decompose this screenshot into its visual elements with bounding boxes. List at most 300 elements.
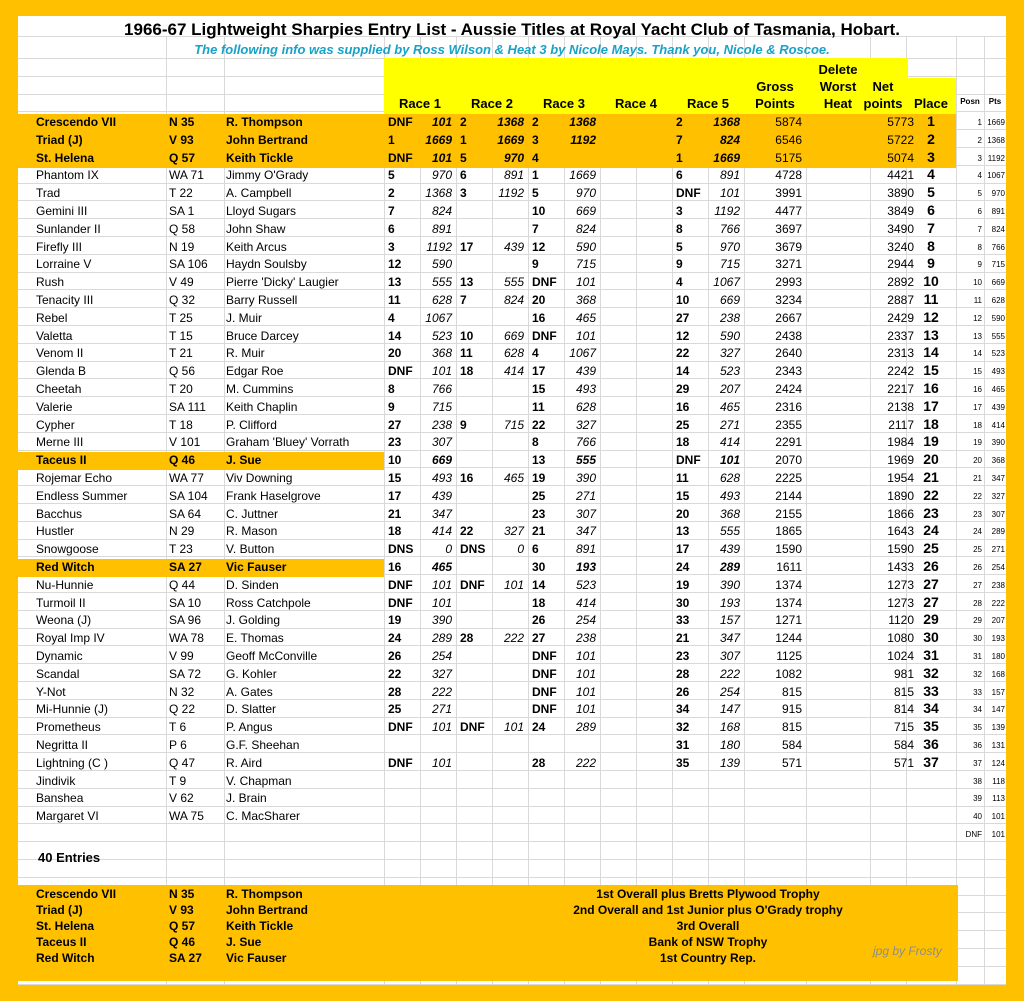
gross-points: 2343 — [775, 364, 802, 378]
header-race3: Race 3 — [543, 96, 585, 111]
race-1-position: 16 — [388, 560, 402, 574]
gross-points: 1271 — [775, 613, 802, 627]
race-3-points: 307 — [575, 507, 596, 521]
race-1-position: 11 — [388, 293, 401, 307]
race-3-position: 9 — [532, 257, 539, 271]
race-1-position: 23 — [388, 435, 402, 449]
sail-number: V 93 — [169, 133, 194, 147]
race-2-position: DNF — [460, 578, 485, 592]
race-1-position: 7 — [388, 204, 395, 218]
posn-value: 29 — [973, 616, 982, 625]
skipper-name: John Shaw — [226, 222, 286, 236]
race-1-position: 20 — [388, 346, 402, 360]
race-1-points: 628 — [431, 293, 452, 307]
posn-value: 24 — [973, 527, 982, 536]
pts-value: 590 — [991, 314, 1005, 323]
race-3-position: 12 — [532, 240, 546, 254]
sail-number: Q 46 — [169, 453, 196, 467]
race-5-points: 307 — [719, 649, 740, 663]
race-5-position: 34 — [676, 702, 690, 716]
race-3-position: 10 — [532, 204, 546, 218]
boat-name: Firefly III — [36, 240, 83, 254]
race-1-points: 254 — [431, 649, 452, 663]
race-1-position: 6 — [388, 222, 395, 236]
net-points: 2117 — [888, 418, 914, 432]
skipper-name: P. Clifford — [226, 418, 277, 432]
race-5-points: 390 — [719, 578, 740, 592]
boat-name: Royal Imp IV — [36, 631, 105, 645]
race-5-position: 20 — [676, 507, 690, 521]
race-3-position: 8 — [532, 435, 539, 449]
gross-points: 2155 — [775, 507, 802, 521]
race-3-points: 390 — [575, 471, 596, 485]
skipper-name: E. Thomas — [226, 631, 284, 645]
skipper-name: R. Thompson — [226, 115, 303, 129]
race-1-points: 523 — [431, 329, 452, 343]
posn-value: 38 — [973, 777, 982, 786]
place-value: 29 — [923, 611, 939, 627]
results-sheet — [18, 16, 1006, 985]
gross-points: 6546 — [775, 133, 802, 147]
header-net: Net points — [863, 79, 903, 111]
race-5-points: 1669 — [713, 151, 740, 165]
pts-value: 238 — [991, 581, 1005, 590]
race-3-points: 289 — [575, 720, 596, 734]
race-3-points: 824 — [575, 222, 596, 236]
race-2-points: 1368 — [497, 115, 524, 129]
posn-value: 21 — [973, 474, 982, 483]
gross-points: 1082 — [775, 667, 802, 681]
boat-name: Venom II — [36, 346, 84, 360]
place-value: 9 — [927, 255, 935, 271]
boat-name: Prometheus — [36, 720, 101, 734]
gross-points: 2438 — [775, 329, 802, 343]
pts-value: 1192 — [987, 154, 1005, 163]
posn-value: 8 — [977, 243, 982, 252]
gross-points: 2424 — [775, 382, 802, 396]
race-2-position: 1 — [460, 133, 467, 147]
skipper-name: Jimmy O'Grady — [226, 168, 309, 182]
pts-value: 891 — [991, 207, 1005, 216]
race-5-points: 590 — [719, 329, 740, 343]
race-2-points: 439 — [503, 240, 524, 254]
race-3-position: 7 — [532, 222, 539, 236]
posn-value: 5 — [977, 189, 982, 198]
posn-value: 18 — [973, 421, 982, 430]
boat-name: Merne III — [36, 435, 84, 449]
race-2-position: 28 — [460, 631, 474, 645]
race-5-points: 669 — [719, 293, 740, 307]
race-5-position: 2 — [676, 115, 683, 129]
grid-vline — [224, 36, 225, 985]
boat-name: Trad — [36, 186, 61, 200]
race-2-position: 17 — [460, 240, 474, 254]
place-value: 21 — [923, 469, 939, 485]
posn-value: 13 — [973, 332, 982, 341]
skipper-name: P. Angus — [226, 720, 273, 734]
race-3-points: 523 — [575, 578, 596, 592]
grid-vline — [384, 36, 385, 985]
race-5-points: 1067 — [713, 275, 740, 289]
pts-value: 101 — [991, 830, 1005, 839]
race-5-points: 180 — [719, 738, 740, 752]
race-5-position: 31 — [676, 738, 690, 752]
boat-name: Nu-Hunnie — [36, 578, 94, 592]
net-points: 715 — [893, 720, 914, 734]
race-2-points: 465 — [503, 471, 524, 485]
skipper-name: M. Cummins — [226, 382, 294, 396]
boat-name: Sunlander II — [36, 222, 101, 236]
race-2-position: 22 — [460, 524, 474, 538]
race-3-points: 669 — [575, 204, 596, 218]
posn-value: 25 — [973, 545, 982, 554]
race-5-position: 27 — [676, 311, 690, 325]
award-sail: Q 46 — [169, 935, 196, 949]
skipper-name: Bruce Darcey — [226, 329, 299, 343]
race-1-position: DNS — [388, 542, 414, 556]
race-5-points: 493 — [719, 489, 740, 503]
race-1-points: 1067 — [425, 311, 452, 325]
pts-value: 254 — [991, 563, 1005, 572]
sail-number: SA 10 — [169, 596, 202, 610]
race-1-position: 12 — [388, 257, 402, 271]
race-5-points: 439 — [719, 542, 740, 556]
race-1-position: 4 — [388, 311, 395, 325]
gross-points: 815 — [781, 720, 802, 734]
place-value: 18 — [923, 416, 939, 432]
sail-number: T 21 — [169, 346, 193, 360]
award-text: Bank of NSW Trophy — [648, 935, 768, 949]
race-1-points: 238 — [431, 418, 452, 432]
race-2-points: 715 — [503, 418, 524, 432]
pts-value: 1067 — [987, 171, 1005, 180]
boat-name: Lorraine V — [36, 257, 92, 271]
race-1-points: 101 — [431, 151, 452, 165]
net-points: 1969 — [887, 453, 914, 467]
race-3-position: 21 — [532, 524, 546, 538]
race-1-points: 101 — [431, 720, 452, 734]
race-5-points: 289 — [719, 560, 740, 574]
net-points: 3849 — [887, 204, 914, 218]
place-value: 22 — [923, 487, 939, 503]
skipper-name: J. Sue — [226, 453, 262, 467]
boat-name: Bacchus — [36, 507, 83, 521]
posn-value: 26 — [973, 563, 982, 572]
boat-name: Rojemar Echo — [36, 471, 113, 485]
header-delete: Delete Worst Heat — [818, 62, 858, 111]
gross-points: 2355 — [775, 418, 802, 432]
race-3-position: 18 — [532, 596, 546, 610]
posn-value: 4 — [977, 171, 982, 180]
net-points: 2242 — [887, 364, 914, 378]
sail-number: T 22 — [169, 186, 193, 200]
boat-name: Glenda B — [36, 364, 87, 378]
net-points: 2313 — [887, 346, 914, 360]
race-3-points: 327 — [575, 418, 596, 432]
sail-number: Q 22 — [169, 702, 196, 716]
gross-points: 2316 — [775, 400, 802, 414]
place-value: 19 — [923, 433, 939, 449]
award-text: 2nd Overall and 1st Junior plus O'Grady trophy — [573, 903, 843, 917]
race-3-position: 24 — [532, 720, 546, 734]
race-5-position: 30 — [676, 596, 690, 610]
header-race2: Race 2 — [471, 96, 513, 111]
sail-number: SA 104 — [169, 489, 208, 503]
race-5-position: 11 — [676, 471, 689, 485]
posn-value: 33 — [973, 688, 982, 697]
boat-name: Margaret VI — [36, 809, 99, 823]
posn-value: 6 — [977, 207, 982, 216]
gross-points: 5175 — [775, 151, 802, 165]
boat-name: Rush — [36, 275, 65, 289]
skipper-name: Keith Arcus — [226, 240, 287, 254]
posn-value: 30 — [973, 634, 982, 643]
race-3-points: 193 — [575, 560, 596, 574]
grid-vline — [600, 36, 601, 985]
race-2-position: 16 — [460, 471, 474, 485]
sail-number: N 29 — [169, 524, 195, 538]
race-1-points: 715 — [431, 400, 452, 414]
race-5-position: 17 — [676, 542, 690, 556]
boat-name: Phantom IX — [36, 168, 99, 182]
posn-value: 3 — [977, 154, 982, 163]
race-1-points: 493 — [431, 471, 452, 485]
race-2-position: DNS — [460, 542, 486, 556]
race-1-position: DNF — [388, 115, 413, 129]
pts-value: 147 — [991, 705, 1005, 714]
race-1-points: 1669 — [425, 133, 452, 147]
race-2-position: 11 — [460, 346, 473, 360]
race-2-points: 824 — [503, 293, 524, 307]
race-1-position: 14 — [388, 329, 402, 343]
race-1-points: 271 — [431, 702, 452, 716]
place-value: 24 — [923, 522, 939, 538]
gross-points: 3234 — [775, 293, 802, 307]
race-2-position: 7 — [460, 293, 467, 307]
award-boat: Taceus II — [36, 935, 87, 949]
race-1-points: 222 — [431, 685, 452, 699]
skipper-name: Keith Chaplin — [226, 400, 298, 414]
header-place: Place — [914, 96, 948, 111]
skipper-name: Viv Downing — [226, 471, 293, 485]
boat-name: Snowgoose — [36, 542, 99, 556]
race-3-points: 101 — [575, 275, 596, 289]
net-points: 3490 — [887, 222, 914, 236]
award-boat: Triad (J) — [36, 903, 83, 917]
race-5-points: 139 — [719, 756, 740, 770]
race-5-points: 891 — [719, 168, 740, 182]
boat-name: Valerie — [36, 400, 73, 414]
place-value: 32 — [923, 665, 939, 681]
race-2-points: 628 — [503, 346, 524, 360]
sail-number: T 20 — [169, 382, 193, 396]
pts-value: 180 — [991, 652, 1005, 661]
posn-value: 39 — [973, 794, 982, 803]
race-5-points: 193 — [719, 596, 740, 610]
gross-points: 1611 — [776, 560, 802, 574]
place-value: 31 — [923, 647, 939, 663]
net-points: 2944 — [887, 257, 914, 271]
posn-value: 7 — [977, 225, 982, 234]
posn-value: 11 — [973, 296, 982, 305]
race-3-position: 3 — [532, 133, 539, 147]
pts-value: 222 — [991, 599, 1005, 608]
race-3-points: 368 — [575, 293, 596, 307]
race-1-points: 101 — [431, 578, 452, 592]
race-5-points: 207 — [719, 382, 740, 396]
race-3-position: 26 — [532, 613, 546, 627]
race-5-points: 271 — [719, 418, 740, 432]
race-1-points: 555 — [431, 275, 452, 289]
sail-number: SA 106 — [169, 257, 208, 271]
posn-value: 14 — [973, 349, 982, 358]
award-boat: St. Helena — [36, 919, 95, 933]
race-3-points: 891 — [575, 542, 596, 556]
gross-points: 4728 — [775, 168, 802, 182]
sail-number: SA 96 — [169, 613, 202, 627]
sail-number: T 25 — [169, 311, 193, 325]
net-points: 1273 — [887, 578, 914, 592]
net-points: 2138 — [887, 400, 914, 414]
place-value: 36 — [923, 736, 939, 752]
race-3-position: 16 — [532, 311, 546, 325]
race-2-points: 222 — [503, 631, 524, 645]
net-points: 584 — [893, 738, 914, 752]
race-1-position: 26 — [388, 649, 402, 663]
skipper-name: Edgar Roe — [226, 364, 284, 378]
race-5-points: 523 — [719, 364, 740, 378]
pts-value: 1368 — [987, 136, 1005, 145]
race-3-position: 4 — [532, 346, 539, 360]
posn-value: 19 — [973, 438, 982, 447]
race-1-position: DNF — [388, 364, 413, 378]
sail-number: WA 77 — [169, 471, 204, 485]
race-3-points: 590 — [575, 240, 596, 254]
sail-number: T 6 — [169, 720, 187, 734]
race-2-points: 101 — [503, 578, 524, 592]
sail-number: SA 1 — [169, 204, 195, 218]
race-1-points: 347 — [431, 507, 452, 521]
boat-name: Triad (J) — [36, 133, 83, 147]
skipper-name: R. Aird — [226, 756, 263, 770]
race-3-points: 1669 — [569, 168, 596, 182]
gross-points: 3991 — [775, 186, 802, 200]
pts-value: 124 — [991, 759, 1005, 768]
header-posn: Posn — [960, 97, 980, 106]
skipper-name: J. Muir — [226, 311, 262, 325]
net-points: 1120 — [888, 613, 914, 627]
race-1-position: 9 — [388, 400, 395, 414]
race-3-position: 1 — [532, 168, 539, 182]
race-5-position: 8 — [676, 222, 683, 236]
net-points: 1080 — [887, 631, 914, 645]
race-3-position: DNF — [532, 667, 557, 681]
race-3-position: 27 — [532, 631, 546, 645]
race-3-points: 970 — [575, 186, 596, 200]
skipper-name: Keith Tickle — [226, 151, 294, 165]
race-1-position: DNF — [388, 578, 413, 592]
pts-value: 207 — [991, 616, 1005, 625]
race-1-position: 25 — [388, 702, 402, 716]
gross-points: 3271 — [775, 257, 802, 271]
race-5-position: 21 — [676, 631, 690, 645]
page-title: 1966-67 Lightweight Sharpies Entry List - Aussie Titles at Royal Yacht Club of Tasmania, Hobart. — [124, 20, 900, 39]
boat-name: Valetta — [36, 329, 73, 343]
skipper-name: Graham 'Bluey' Vorrath — [226, 435, 350, 449]
posn-value: 34 — [973, 705, 982, 714]
pts-value: 368 — [991, 456, 1005, 465]
race-3-position: DNF — [532, 275, 557, 289]
posn-value: 12 — [973, 314, 982, 323]
place-value: 14 — [923, 344, 939, 360]
place-value: 26 — [923, 558, 939, 574]
pts-value: 131 — [991, 741, 1005, 750]
race-5-points: 254 — [719, 685, 740, 699]
race-5-position: 18 — [676, 435, 690, 449]
race-1-position: DNF — [388, 151, 413, 165]
race-1-points: 1192 — [426, 240, 452, 254]
posn-value: 28 — [973, 599, 982, 608]
race-5-points: 970 — [719, 240, 740, 254]
race-2-position: 6 — [460, 168, 467, 182]
net-points: 1954 — [887, 471, 914, 485]
race-1-position: 17 — [388, 489, 402, 503]
race-2-points: 0 — [517, 542, 524, 556]
header-race5: Race 5 — [687, 96, 729, 111]
pts-value: 289 — [991, 527, 1005, 536]
race-1-points: 1368 — [425, 186, 452, 200]
race-1-points: 289 — [431, 631, 452, 645]
net-points: 2892 — [887, 275, 914, 289]
race-5-points: 101 — [719, 453, 740, 467]
place-value: 23 — [923, 505, 939, 521]
skipper-name: C. Juttner — [226, 507, 279, 521]
sail-number: V 101 — [169, 435, 201, 449]
race-1-points: 101 — [431, 364, 452, 378]
boat-name: Mi-Hunnie (J) — [36, 702, 109, 716]
page-subtitle: The following info was supplied by Ross Wilson & Heat 3 by Nicole Mays. Thank you, Nicole & Roscoe. — [194, 42, 830, 57]
race-5-points: 327 — [719, 346, 740, 360]
net-points: 981 — [893, 667, 914, 681]
gross-points: 2667 — [775, 311, 802, 325]
pts-value: 669 — [991, 278, 1005, 287]
pts-value: 465 — [991, 385, 1005, 394]
race-3-position: 19 — [532, 471, 546, 485]
race-1-points: 970 — [431, 168, 452, 182]
race-1-points: 101 — [431, 596, 452, 610]
gross-points: 1125 — [776, 649, 802, 663]
race-1-points: 327 — [431, 667, 452, 681]
place-value: 3 — [927, 149, 935, 165]
boat-name: Taceus II — [36, 453, 87, 467]
race-5-position: 12 — [676, 329, 690, 343]
skipper-name: V. Button — [226, 542, 275, 556]
race-5-position: 23 — [676, 649, 690, 663]
sail-number: T 18 — [169, 418, 193, 432]
pts-value: 118 — [992, 777, 1005, 786]
race-2-points: 327 — [503, 524, 524, 538]
pts-value: 493 — [991, 367, 1005, 376]
boat-name: Gemini III — [36, 204, 88, 218]
gross-points: 5874 — [775, 115, 802, 129]
race-2-points: 1192 — [498, 186, 524, 200]
race-5-position: 13 — [676, 524, 690, 538]
race-3-points: 101 — [575, 649, 596, 663]
race-5-points: 222 — [719, 667, 740, 681]
race-5-points: 368 — [719, 507, 740, 521]
posn-value: 36 — [973, 741, 982, 750]
skipper-name: Haydn Soulsby — [226, 257, 307, 271]
